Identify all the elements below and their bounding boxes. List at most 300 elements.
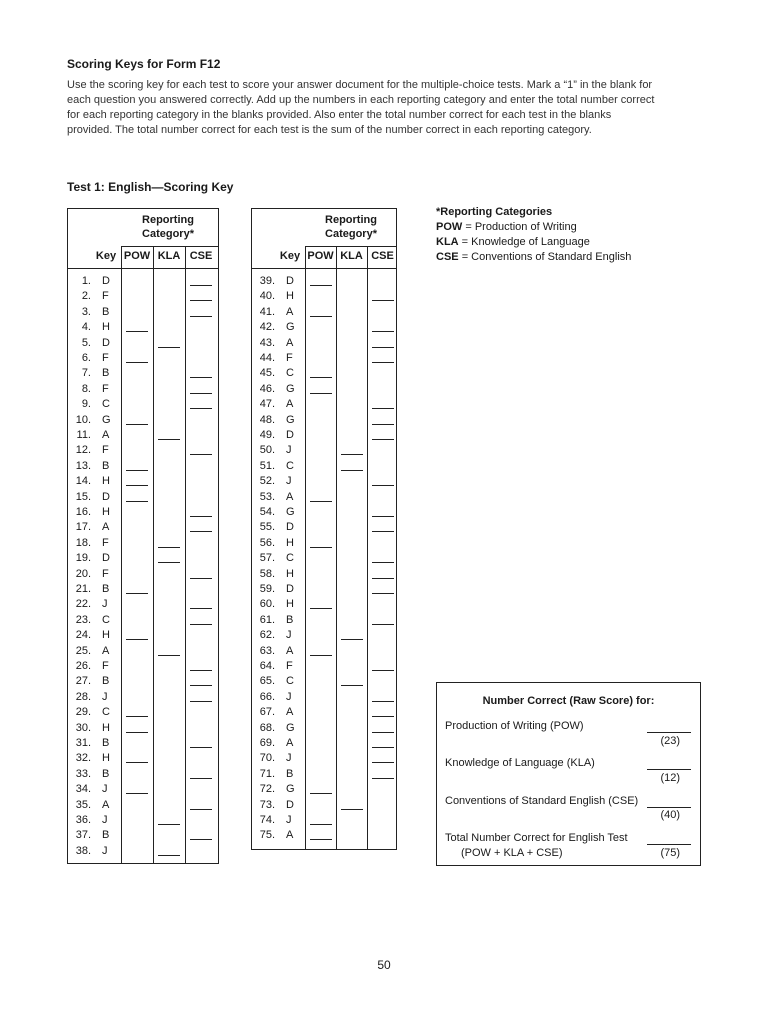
answer-row	[68, 674, 218, 689]
answer-row	[68, 351, 218, 366]
answer-key: C	[286, 552, 294, 565]
answer-key: G	[286, 783, 295, 796]
answer-blank-cse[interactable]	[372, 670, 394, 671]
question-number: 7.	[81, 367, 91, 380]
answer-key: H	[102, 321, 110, 334]
question-number: 14.	[75, 475, 91, 488]
question-number: 50.	[259, 444, 275, 457]
legend-item	[436, 250, 736, 265]
answer-row	[68, 413, 218, 428]
reporting-categories-legend	[436, 205, 736, 265]
answer-blank-pow[interactable]	[310, 501, 332, 502]
answer-blank-cse[interactable]	[372, 516, 394, 517]
answer-key-table-left	[67, 208, 219, 864]
answer-row	[252, 628, 396, 643]
question-number: 3.	[81, 305, 91, 318]
answer-key: A	[286, 398, 294, 411]
answer-key: J	[102, 814, 108, 826]
question-number: 68.	[259, 721, 275, 734]
question-number: 35.	[75, 798, 91, 811]
answer-key: F	[102, 536, 109, 549]
answer-row	[252, 690, 396, 705]
answer-key: F	[286, 660, 293, 672]
answer-key: B	[102, 737, 110, 749]
answer-row	[252, 274, 396, 289]
answer-blank-kla[interactable]	[341, 470, 363, 471]
answer-blank-pow[interactable]	[310, 285, 332, 286]
answer-key: J	[102, 844, 108, 857]
total-max: (75)	[660, 847, 680, 859]
answer-blank-cse[interactable]	[190, 316, 212, 317]
question-number: 61.	[259, 613, 275, 626]
answer-blank-cse[interactable]	[190, 701, 212, 702]
answer-blank-pow[interactable]	[126, 362, 148, 363]
test-title: Test 1: English—Scoring Key	[67, 180, 234, 194]
question-number: 10.	[75, 413, 91, 426]
question-number: 59.	[259, 583, 275, 595]
answer-blank-cse[interactable]	[190, 300, 212, 301]
answer-row	[252, 567, 396, 582]
answer-blank-pow[interactable]	[310, 393, 332, 394]
answer-row	[252, 351, 396, 366]
answer-key: B	[102, 459, 110, 472]
answer-blank-kla[interactable]	[341, 809, 363, 810]
answer-blank-cse[interactable]	[190, 285, 212, 286]
score-max-kla: (12)	[660, 772, 680, 784]
answer-row	[252, 782, 396, 797]
answer-key: G	[286, 721, 295, 734]
answer-row	[68, 659, 218, 674]
question-number: 9.	[81, 398, 91, 411]
answer-blank-pow[interactable]	[310, 377, 332, 378]
question-number: 45.	[259, 367, 275, 380]
answer-blank-pow[interactable]	[126, 501, 148, 502]
question-number: 38.	[75, 844, 91, 857]
answer-row	[68, 582, 218, 597]
answer-blank-kla[interactable]	[341, 454, 363, 455]
answer-key: J	[102, 690, 108, 703]
question-number: 19.	[75, 552, 91, 565]
question-number: 13.	[75, 459, 91, 472]
answer-key: H	[102, 721, 110, 734]
answer-key: J	[286, 629, 292, 642]
question-number: 65.	[259, 675, 275, 688]
answer-row	[252, 721, 396, 736]
question-number: 47.	[259, 398, 275, 411]
legend-item	[436, 220, 736, 235]
answer-blank-pow[interactable]	[310, 316, 332, 317]
answer-key: J	[102, 783, 108, 796]
answer-blank-pow[interactable]	[310, 655, 332, 656]
answer-key: A	[102, 644, 110, 657]
answer-key: G	[286, 506, 295, 518]
total-sub-label: (POW + KLA + CSE)	[461, 847, 563, 859]
answer-blank-kla[interactable]	[158, 547, 180, 548]
question-number: 64.	[259, 660, 275, 672]
table-header	[252, 209, 396, 269]
answer-row	[68, 520, 218, 535]
answer-blank-cse[interactable]	[372, 424, 394, 425]
question-number: 53.	[259, 490, 275, 503]
answer-key: B	[102, 583, 110, 595]
question-number: 15.	[75, 490, 91, 503]
answer-key: C	[286, 459, 294, 472]
answer-row	[252, 659, 396, 674]
answer-row	[68, 721, 218, 736]
answer-key: D	[102, 336, 110, 349]
answer-key: C	[102, 398, 110, 411]
answer-key: D	[102, 490, 110, 503]
answer-blank-cse[interactable]	[190, 624, 212, 625]
answer-blank-cse[interactable]	[190, 685, 212, 686]
question-number: 54.	[259, 506, 275, 518]
answer-row	[68, 828, 218, 843]
answer-row	[252, 613, 396, 628]
answer-blank-kla[interactable]	[158, 655, 180, 656]
answer-key: D	[102, 275, 110, 287]
answer-key: A	[286, 829, 294, 842]
question-number: 51.	[259, 459, 275, 472]
question-number: 52.	[259, 475, 275, 488]
answer-blank-cse[interactable]	[372, 531, 394, 532]
answer-blank-kla[interactable]	[158, 347, 180, 348]
answer-key: A	[102, 521, 110, 534]
answer-blank-kla[interactable]	[158, 824, 180, 825]
question-number: 34.	[75, 783, 91, 796]
answer-key: A	[286, 336, 294, 349]
page-number: 50	[377, 958, 391, 972]
answer-blank-cse[interactable]	[190, 670, 212, 671]
answer-blank-pow[interactable]	[126, 639, 148, 640]
legend-abbr: POW	[436, 221, 463, 233]
answer-blank-cse[interactable]	[190, 377, 212, 378]
answer-row	[252, 828, 396, 843]
question-number: 49.	[259, 429, 275, 441]
question-number: 24.	[75, 629, 91, 642]
answer-key: H	[286, 598, 294, 611]
table-header	[68, 209, 218, 269]
answer-key: C	[286, 367, 294, 380]
answer-row	[252, 705, 396, 720]
answer-blank-pow[interactable]	[310, 839, 332, 840]
answer-key: B	[102, 829, 110, 842]
header-divider	[305, 246, 396, 247]
answer-row	[68, 336, 218, 351]
question-number: 33.	[75, 767, 91, 780]
question-number: 36.	[75, 814, 91, 826]
question-number: 4.	[81, 321, 91, 334]
answer-blank-cse[interactable]	[372, 300, 394, 301]
answer-row	[252, 597, 396, 612]
score-max-pow: (23)	[660, 735, 680, 747]
answer-row	[252, 289, 396, 304]
answer-blank-pow[interactable]	[310, 547, 332, 548]
answer-row	[252, 582, 396, 597]
answer-blank-kla[interactable]	[341, 685, 363, 686]
answer-row	[252, 305, 396, 320]
answer-row	[68, 459, 218, 474]
answer-blank-cse[interactable]	[372, 624, 394, 625]
legend-desc: = Conventions of Standard English	[461, 251, 632, 263]
answer-key: J	[102, 598, 108, 611]
answer-key: A	[286, 490, 294, 503]
answer-blank-kla[interactable]	[341, 639, 363, 640]
answer-blank-pow[interactable]	[126, 424, 148, 425]
answer-blank-cse[interactable]	[372, 439, 394, 440]
answer-key: A	[286, 644, 294, 657]
answer-row	[252, 813, 396, 828]
answer-blank-pow[interactable]	[126, 470, 148, 471]
answer-key: F	[102, 352, 109, 364]
answer-key: B	[102, 675, 110, 688]
key-column-header: Key	[279, 250, 301, 262]
question-number: 6.	[81, 352, 91, 364]
answer-key: H	[102, 475, 110, 488]
answer-blank-kla[interactable]	[158, 562, 180, 563]
score-label-pow: Production of Writing (POW)	[445, 720, 584, 732]
answer-row	[252, 443, 396, 458]
question-number: 22.	[75, 598, 91, 611]
question-number: 11.	[76, 429, 91, 441]
answer-row	[252, 551, 396, 566]
answer-row	[68, 320, 218, 335]
cse-column-header: CSE	[371, 250, 394, 262]
answer-key: F	[102, 660, 109, 672]
answer-row	[252, 674, 396, 689]
answer-blank-cse[interactable]	[190, 531, 212, 532]
answer-key: A	[102, 429, 110, 441]
answer-blank-pow[interactable]	[310, 824, 332, 825]
question-number: 75.	[259, 829, 275, 842]
answer-blank-cse[interactable]	[372, 562, 394, 563]
answer-key: J	[286, 444, 292, 457]
answer-row	[68, 536, 218, 551]
instructions: Use the scoring key for each test to score your answer document for the multiple-choice tests. Mark a “1” in the blank for each question you answered correctly. Add up the numbers in each reporting category and enter the total number correct for each reporting category in the blanks provided. Also enter the total number correct for each test in the blanks provided. The total number correct for each test is the sum of the number correct in each reporting category.	[67, 79, 655, 136]
answer-key: D	[286, 429, 294, 441]
answer-row	[252, 751, 396, 766]
question-number: 60.	[259, 598, 275, 611]
answer-row	[68, 505, 218, 520]
score-blank-total[interactable]	[647, 844, 691, 845]
answer-blank-pow[interactable]	[126, 716, 148, 717]
legend-abbr: KLA	[436, 236, 459, 248]
answer-row	[68, 844, 218, 859]
answer-blank-pow[interactable]	[126, 793, 148, 794]
answer-row	[68, 366, 218, 381]
answer-row	[68, 397, 218, 412]
answer-key: B	[102, 367, 110, 380]
answer-key: D	[286, 521, 294, 534]
answer-key: J	[286, 752, 292, 765]
question-number: 12.	[75, 444, 91, 457]
question-number: 72.	[259, 783, 275, 796]
question-number: 1.	[81, 275, 91, 287]
answer-row	[252, 459, 396, 474]
answer-row	[68, 305, 218, 320]
answer-key: G	[102, 413, 111, 426]
reporting-category-header: Reporting Category*	[142, 214, 194, 240]
answer-row	[68, 597, 218, 612]
question-number: 74.	[259, 814, 275, 826]
score-box-title: Number Correct (Raw Score) for:	[482, 695, 655, 707]
cse-column-header: CSE	[189, 250, 213, 262]
answer-key: D	[286, 275, 294, 287]
answer-key: J	[286, 814, 292, 826]
answer-key: C	[286, 675, 294, 688]
answer-blank-cse[interactable]	[190, 839, 212, 840]
answer-row	[68, 551, 218, 566]
answer-row	[252, 428, 396, 443]
answer-row	[252, 644, 396, 659]
answer-key: B	[102, 767, 110, 780]
score-blank-kla[interactable]	[647, 769, 691, 770]
score-blank-cse[interactable]	[647, 807, 691, 808]
answer-blank-kla[interactable]	[158, 855, 180, 856]
pow-column-header: POW	[307, 250, 334, 262]
answer-blank-pow[interactable]	[126, 593, 148, 594]
answer-row	[68, 705, 218, 720]
question-number: 32.	[75, 752, 91, 765]
question-number: 63.	[259, 644, 275, 657]
answer-key: A	[286, 737, 294, 749]
answer-blank-cse[interactable]	[190, 393, 212, 394]
answer-blank-cse[interactable]	[372, 593, 394, 594]
question-number: 41.	[259, 305, 275, 318]
answer-key: H	[102, 752, 110, 765]
question-number: 16.	[75, 506, 91, 518]
score-blank-pow[interactable]	[647, 732, 691, 733]
answer-key: H	[102, 506, 110, 518]
answer-key: A	[286, 305, 294, 318]
answer-blank-cse[interactable]	[372, 408, 394, 409]
legend-abbr: CSE	[436, 251, 459, 263]
answer-blank-kla[interactable]	[158, 439, 180, 440]
answer-key: G	[286, 413, 295, 426]
answer-row	[68, 443, 218, 458]
answer-row	[252, 505, 396, 520]
question-number: 42.	[259, 321, 275, 334]
reporting-category-header: Reporting Category*	[325, 214, 377, 240]
question-number: 20.	[75, 567, 91, 580]
question-number: 21.	[75, 583, 91, 595]
question-number: 48.	[259, 413, 275, 426]
answer-key: F	[102, 444, 109, 457]
key-column-header: Key	[95, 250, 117, 262]
answer-key-table-right	[251, 208, 397, 850]
answer-blank-cse[interactable]	[190, 408, 212, 409]
question-number: 37.	[75, 829, 91, 842]
answer-blank-pow[interactable]	[126, 485, 148, 486]
question-number: 66.	[259, 690, 275, 703]
answer-key: F	[102, 567, 109, 580]
question-number: 40.	[259, 290, 275, 303]
answer-row	[68, 798, 218, 813]
answer-key: B	[286, 767, 294, 780]
legend-item	[436, 235, 736, 250]
answer-key: J	[286, 690, 292, 703]
answer-row	[68, 428, 218, 443]
question-number: 67.	[259, 706, 275, 719]
answer-blank-cse[interactable]	[372, 331, 394, 332]
answer-blank-cse[interactable]	[372, 732, 394, 733]
answer-key: C	[102, 613, 110, 626]
answer-blank-pow[interactable]	[126, 732, 148, 733]
answer-key: F	[286, 352, 293, 364]
answer-blank-cse[interactable]	[372, 778, 394, 779]
answer-blank-cse[interactable]	[372, 362, 394, 363]
score-label-cse: Conventions of Standard English (CSE)	[445, 795, 639, 807]
answer-blank-cse[interactable]	[372, 762, 394, 763]
question-number: 26.	[75, 660, 91, 672]
question-number: 46.	[259, 382, 275, 395]
page-title: Scoring Keys for Form F12	[67, 57, 221, 71]
answer-blank-cse[interactable]	[372, 747, 394, 748]
question-number: 39.	[259, 275, 275, 287]
answer-row	[252, 520, 396, 535]
answer-blank-cse[interactable]	[190, 809, 212, 810]
header-divider	[121, 246, 218, 247]
answer-blank-cse[interactable]	[190, 516, 212, 517]
answer-blank-pow[interactable]	[310, 608, 332, 609]
answer-blank-cse[interactable]	[190, 747, 212, 748]
answer-blank-cse[interactable]	[372, 578, 394, 579]
answer-blank-cse[interactable]	[372, 485, 394, 486]
question-number: 31.	[75, 737, 91, 749]
answer-row	[252, 736, 396, 751]
answer-key: H	[286, 290, 294, 303]
answer-key: B	[102, 305, 110, 318]
question-number: 27.	[75, 675, 91, 688]
answer-row	[68, 813, 218, 828]
answer-row	[68, 767, 218, 782]
legend-desc: = Knowledge of Language	[461, 236, 590, 248]
answer-blank-cse[interactable]	[190, 608, 212, 609]
answer-blank-cse[interactable]	[372, 347, 394, 348]
answer-key: H	[286, 536, 294, 549]
question-number: 5.	[81, 336, 91, 349]
answer-row	[68, 690, 218, 705]
answer-blank-pow[interactable]	[310, 793, 332, 794]
answer-row	[252, 397, 396, 412]
answer-key: A	[286, 706, 294, 719]
question-number: 71.	[259, 767, 275, 780]
answer-blank-cse[interactable]	[372, 701, 394, 702]
answer-key: G	[286, 321, 295, 334]
question-number: 57.	[259, 552, 275, 565]
total-label: Total Number Correct for English Test	[445, 832, 628, 844]
legend-title: *Reporting Categories	[436, 206, 553, 218]
answer-row	[252, 474, 396, 489]
answer-blank-cse[interactable]	[190, 578, 212, 579]
answer-row	[68, 289, 218, 304]
answer-blank-pow[interactable]	[126, 331, 148, 332]
answer-row	[68, 751, 218, 766]
answer-row	[68, 274, 218, 289]
answer-blank-pow[interactable]	[126, 762, 148, 763]
answer-row	[252, 798, 396, 813]
answer-blank-cse[interactable]	[190, 454, 212, 455]
answer-row	[68, 567, 218, 582]
answer-key: F	[102, 290, 109, 303]
answer-blank-cse[interactable]	[190, 778, 212, 779]
legend-desc: = Production of Writing	[465, 221, 577, 233]
answer-row	[68, 613, 218, 628]
answer-row	[252, 336, 396, 351]
question-number: 56.	[259, 536, 275, 549]
answer-row	[252, 413, 396, 428]
answer-blank-cse[interactable]	[372, 716, 394, 717]
question-number: 25.	[75, 644, 91, 657]
